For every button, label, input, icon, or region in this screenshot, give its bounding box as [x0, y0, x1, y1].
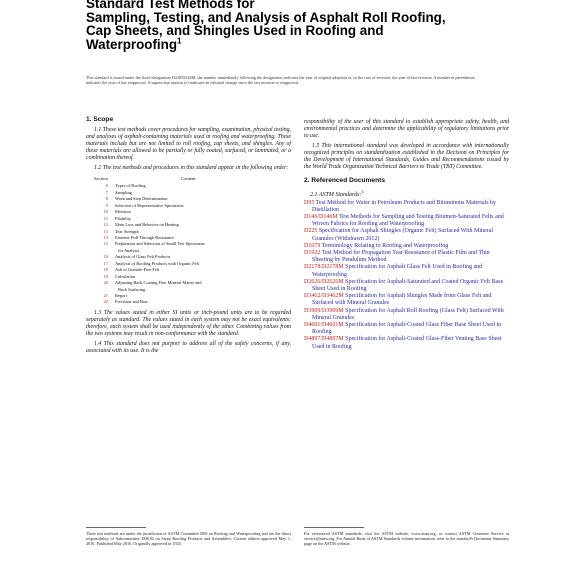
toc-section-label: Sampling	[115, 189, 132, 195]
paragraph-1-3: 1.3 The values stated in either SI units or inch-pound units are to be regarded separately as standard. The values stated in each system may not be exact equivalents; therefore, each system shall be used independently of the other. Combining values from the two systems may result in non-conformance with the standard.	[86, 309, 291, 338]
reference-code-link[interactable]: D146/D146M	[304, 213, 338, 220]
reference-code-link[interactable]: D95	[304, 199, 315, 206]
toc-section-number[interactable]: 20	[103, 280, 108, 286]
toc-section-number[interactable]: 11	[103, 215, 108, 221]
reference-title: Specification for Asphalt Roll Roofing (Glass Felt) Surfaced With Mineral Granules	[312, 307, 504, 321]
toc-section-number[interactable]: 21	[103, 293, 108, 299]
document-title	[86, 0, 536, 51]
right-footnote-rule	[304, 527, 364, 528]
left-footnote-rule	[86, 527, 146, 528]
right-column	[304, 119, 509, 351]
issuance-note: This standard is issued under the fixed designation D228/D228M; the number immediately following the designation indicates the year of original adoption or, in the case of revision, the year of last revision. A number in parentheses indicates the year of last reapproval. A superscript epsilon (ε) indicates an editorial change since the last revision or reapproval.	[86, 75, 475, 86]
astm-footnote-marker: 2	[361, 189, 364, 195]
toc-section-number[interactable]: 9	[105, 202, 108, 208]
toc-section-label: Tear Strength	[115, 228, 139, 234]
reference-code-link[interactable]: D3909/D3909M	[304, 307, 344, 314]
toc-row	[86, 299, 291, 305]
toc-section-label: Mass Loss and Behavior on Heating	[115, 222, 179, 228]
paragraph-1-2: 1.2 The test methods and procedures in this standard appear in the following order:	[94, 165, 289, 172]
toc-section-label: Pliability	[115, 215, 132, 221]
reference-code-link[interactable]: D2178/D2178M	[304, 264, 344, 271]
toc-section-label: Selection of Representative Specimens	[115, 202, 184, 208]
reference-code-link[interactable]: D1922	[304, 250, 321, 256]
reference-code-link[interactable]: D3462/D3462M	[304, 293, 344, 300]
toc-section-number[interactable]: 7	[105, 189, 108, 195]
toc-section-number[interactable]: 19	[103, 273, 108, 279]
reference-title: Specification for Asphalt Shingles (Organic Felt) Surfaced With Mineral Granules (Withdrawn 2012)	[312, 228, 494, 242]
reference-title: Specification for Asphalt Shingles Made from Glass Felt and Surfaced with Mineral Granules	[312, 293, 492, 307]
reference-item[interactable]	[304, 336, 509, 350]
reference-item[interactable]	[304, 293, 509, 307]
title-footnote-marker: 1	[177, 36, 182, 46]
reference-title: Specification for Asphalt-Coated Glass-Fiber Venting Base Sheet Used in Roofing	[312, 336, 502, 350]
title-line: Sampling, Testing, and Analysis of Asphalt Roll Roofing,	[86, 9, 446, 25]
toc-section-number[interactable]: 6	[105, 183, 108, 189]
left-footnote: These test methods are under the jurisdiction of ASTM Committee D08 on Roofing and Waterproofing and are the direct responsibility of Subcommittee D08.02 on Steep Roofing Products and Assemblies. Current edition approved May 1, 2016. Published May 2016. Originally approved in 1925.	[86, 531, 291, 546]
reference-title: Specification for Asphalt-Saturated and Coated Organic Felt Base Sheet Used in Roofing	[312, 278, 504, 293]
toc-section-number[interactable]: 12	[103, 222, 108, 228]
title-line: Standard Test Methods for	[86, 0, 255, 11]
title-line: Cap Sheets, and Shingles Used in Roofing and	[86, 23, 384, 38]
reference-item[interactable]	[304, 228, 509, 242]
reference-code-link[interactable]: D4897/D4897M	[304, 336, 344, 343]
toc-section-label: Calculation	[115, 273, 136, 279]
paragraph-1-1: 1.1 These test methods cover procedures for sampling, examination, physical testing, and analyses of asphalt-containing materials used in roofing and waterproofing. These materials include but are not limited to roll roofing, cap sheets, and shingles. Any of these materials are allowed to be partially or fully coated, surfaced, or laminated, or a combination thereof.	[86, 127, 291, 162]
toc-section-number[interactable]: 22	[103, 299, 108, 305]
title-line	[86, 38, 536, 52]
toc-section-label: Report	[115, 293, 127, 299]
toc-section-number[interactable]: 17	[103, 260, 108, 266]
reference-title: Terminology Relating to Roofing and Waterproofing	[320, 242, 449, 249]
toc-section-label: Moisture	[115, 209, 131, 215]
toc-section-number[interactable]: 10	[103, 209, 108, 215]
reference-item[interactable]	[304, 214, 509, 228]
paragraph-1-5: 1.5 This international standard was developed in accordance with internationally recognized principles on standardization established in the Decision on Principles for the Development of International Standards, Guides and Recommendations issued by the World Trade Organization Technical Barriers to Trade (TBT) Committee.	[304, 143, 509, 171]
reference-list	[304, 200, 509, 351]
toc-section-number[interactable]: 16	[103, 254, 108, 260]
toc-section-label: Adjusting Back Coating Fine Mineral Matter and	[115, 280, 202, 286]
toc-section-label: Analysis of Glass Felt Products	[115, 254, 171, 260]
toc-section-label: Preparation and Selection of Small Test Specimens	[115, 241, 205, 247]
right-footnote: For referenced ASTM standards, visit the ASTM website, www.astm.org, or contact ASTM Customer Service at service@astm.org. For Annual Book of ASTM Standards volume information, refer to the standard's Document Summary page on the ASTM website.	[304, 531, 509, 546]
paragraph-1-4: 1.4 This standard does not purport to address all of the safety concerns, if any, associated with its use. It is the	[86, 341, 291, 355]
toc-section-label: Precision and Bias	[115, 299, 148, 305]
paragraph-1-4-continued: responsibility of the user of this standard to establish appropriate safety, health, and environmental practices and determine the applicability of regulatory limitations prior to use.	[304, 119, 509, 140]
referenced-documents-heading: 2. Referenced Documents	[304, 177, 385, 185]
astm-standards-label	[304, 188, 509, 199]
reference-title: Specification for Asphalt-Coated Glass Fiber Base Sheet Used in Roofing	[312, 322, 502, 336]
reference-item[interactable]	[304, 308, 509, 322]
toc-section-label: Ash of Granule-Free Felt	[115, 267, 160, 273]
reference-code-link[interactable]: D4601/D4601M	[304, 322, 344, 329]
toc-section-label: Work and Step Determination	[115, 196, 168, 202]
toc-section-label: Types of Roofing	[115, 183, 146, 189]
reference-item[interactable]	[304, 200, 509, 214]
left-column	[86, 116, 291, 358]
toc-section-number[interactable]: 8	[105, 196, 108, 202]
toc-header-section: Section	[94, 176, 108, 182]
scope-heading: 1. Scope	[86, 116, 114, 123]
reference-title: Test Methods for Sampling and Testing Bitumen-Saturated Felts and Woven Fabrics for Roofing and Waterproofing	[312, 213, 504, 228]
reference-code-link[interactable]: D2626/D2626M	[304, 278, 344, 285]
reference-item[interactable]	[304, 250, 509, 264]
reference-title: Specification for Asphalt Glass Felt Used in Roofing and Waterproofing	[312, 264, 483, 278]
toc-section-label: for Analysis	[118, 247, 140, 253]
toc-section-number[interactable]: 15	[103, 241, 108, 247]
reference-code-link[interactable]: D1079	[304, 242, 321, 249]
toc-section-number[interactable]: 13	[103, 228, 108, 234]
table-of-contents	[86, 183, 291, 306]
toc-header-content: Content	[181, 176, 196, 182]
toc-section-number[interactable]: 14	[103, 234, 108, 240]
toc-section-label: Back Surfacing	[118, 286, 146, 292]
toc-section-number[interactable]: 18	[103, 267, 108, 273]
astm-standards-text: 2.1 ASTM Standards:	[310, 192, 362, 199]
reference-item[interactable]	[304, 243, 509, 250]
toc-section-label: Analysis of Roofing Products with Organic Felt	[115, 260, 200, 266]
reference-code-link[interactable]: D225	[304, 228, 318, 235]
toc-section-label: Fastener Pull Through Resistance	[115, 234, 175, 240]
reference-item[interactable]	[304, 279, 509, 293]
reference-title: Test Method for Water in Petroleum Products and Bituminous Materials by Distillation	[312, 199, 497, 213]
reference-item[interactable]	[304, 264, 509, 278]
reference-item[interactable]	[304, 322, 509, 336]
reference-title: Test Method for Propagation Tear Resistance of Plastic Film and Thin Sheeting by Pendulum Method	[312, 250, 490, 264]
toc-header	[86, 175, 291, 183]
title-line-text: Waterproofing	[86, 36, 177, 52]
